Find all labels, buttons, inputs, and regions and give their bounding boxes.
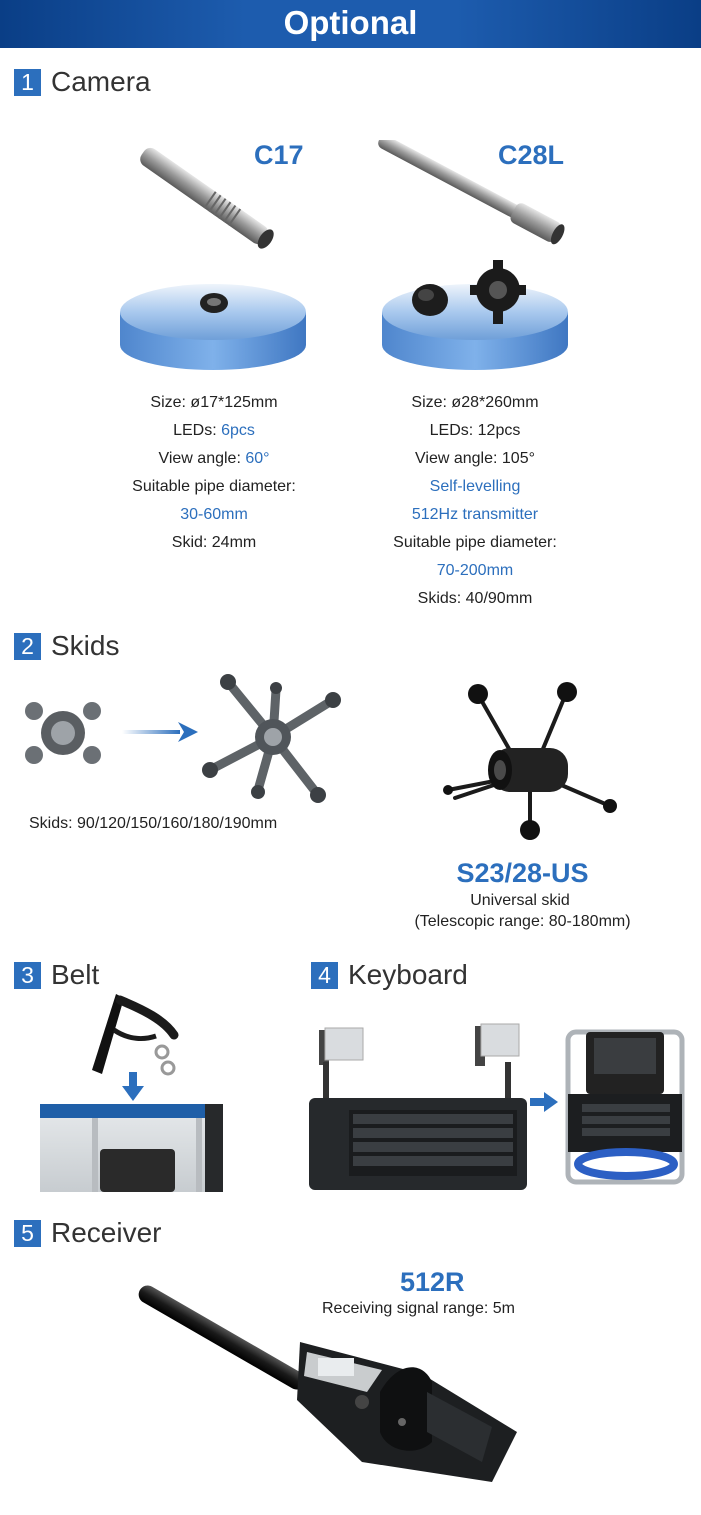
section-keyboard-heading xyxy=(311,959,468,991)
arrow-down-icon xyxy=(122,1072,144,1102)
c28l-size: Size: ø28*260mm xyxy=(411,394,539,411)
c17-view-angle: View angle: 60° xyxy=(158,450,270,467)
c28l-skid: Skids: 40/90mm xyxy=(417,590,533,607)
section-number: 3 xyxy=(14,962,41,989)
section-camera-heading xyxy=(14,66,151,98)
section-number: 1 xyxy=(14,69,41,96)
c28l-feature-self-levelling: Self-levelling xyxy=(429,478,521,495)
skid-large-image xyxy=(198,670,348,805)
c28l-feature-transmitter: 512Hz transmitter xyxy=(411,506,539,523)
c17-skid: Skid: 24mm xyxy=(171,534,257,551)
section-skids-heading xyxy=(14,630,119,662)
c17-leds: LEDs: 6pcs xyxy=(173,422,255,439)
c17-pipe-value: 30-60mm xyxy=(180,506,248,523)
c17-size: Size: ø17*125mm xyxy=(150,394,278,411)
section-number: 4 xyxy=(311,962,338,989)
arrow-right-icon xyxy=(530,1092,558,1112)
section-title: Camera xyxy=(51,66,151,97)
belt-image xyxy=(84,990,184,1085)
receiver-image xyxy=(132,1282,527,1504)
section-receiver-heading xyxy=(14,1217,161,1249)
keyboard-image xyxy=(305,1022,530,1194)
banner-title: Optional xyxy=(0,0,701,48)
section-title: Skids xyxy=(51,630,120,661)
camera-c28l-image xyxy=(368,140,583,375)
universal-skid-image xyxy=(440,678,620,846)
skid-small-image xyxy=(22,695,104,770)
arrow-right-icon xyxy=(122,720,200,744)
section-title: Belt xyxy=(51,959,100,990)
c28l-leds: LEDs: 12pcs xyxy=(429,422,521,439)
universal-skid-desc: Universal skid xyxy=(470,892,570,909)
c28l-pipe-label: Suitable pipe diameter: xyxy=(393,534,557,551)
section-title: Receiver xyxy=(51,1217,162,1248)
receiver-model: 512R xyxy=(400,1267,465,1297)
skids-caption: Skids: 90/120/150/160/180/190mm xyxy=(29,815,278,832)
c28l-specs xyxy=(360,389,590,613)
keyboard-on-unit-image xyxy=(562,1022,688,1192)
belt-on-monitor-image xyxy=(40,1104,223,1192)
c28l-pipe-value: 70-200mm xyxy=(436,562,514,579)
universal-skid-model: S23/28-US xyxy=(456,858,589,888)
model-c28l: C28L xyxy=(498,140,565,170)
section-belt-heading xyxy=(14,959,99,991)
c17-specs xyxy=(104,389,324,557)
receiver-range: Receiving signal range: 5m xyxy=(322,1300,515,1317)
c17-pipe-label: Suitable pipe diameter: xyxy=(132,478,296,495)
model-c17: C17 xyxy=(254,140,304,170)
camera-c17-image xyxy=(110,140,320,375)
section-number: 5 xyxy=(14,1220,41,1247)
section-title: Keyboard xyxy=(348,959,468,990)
section-number: 2 xyxy=(14,633,41,660)
universal-skid-range: (Telescopic range: 80-180mm) xyxy=(414,913,631,930)
c28l-view-angle: View angle: 105° xyxy=(415,450,535,467)
